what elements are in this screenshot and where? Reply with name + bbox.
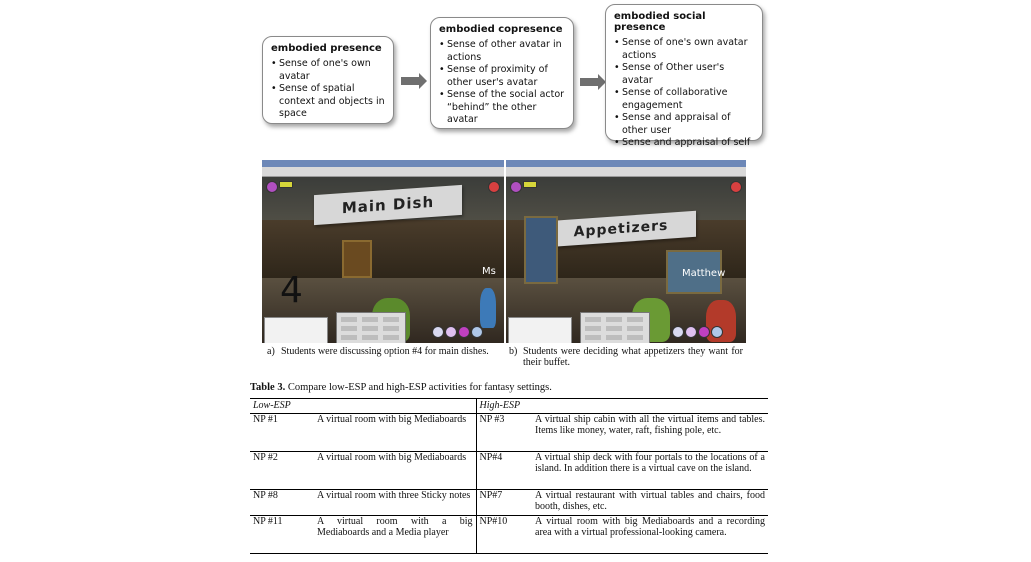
window-titlebar	[506, 160, 746, 167]
box-item: • Sense of one's own avatar	[271, 58, 385, 83]
caption-b	[509, 346, 743, 368]
low-desc-cell: A virtual room with a big Mediaboards and a Media player	[314, 515, 476, 553]
box-item: • Sense of other avatar in actions	[439, 39, 565, 64]
table-header	[250, 399, 768, 414]
window-menubar	[262, 167, 504, 177]
table-row	[250, 451, 768, 489]
box-item: • Sense of proximity of other user's avatar	[439, 64, 565, 89]
high-id-cell: NP#7	[476, 489, 532, 515]
caption-text: Students were deciding what appetizers they want for their buffet.	[523, 346, 743, 368]
low-desc-cell: A virtual room with big Mediaboards	[314, 451, 476, 489]
caption-label: b)	[509, 346, 518, 357]
student-avatar	[480, 288, 496, 328]
header-high-esp: High-ESP	[476, 399, 768, 414]
window-menubar	[506, 167, 746, 177]
table-caption-label: Table 3.	[250, 382, 286, 393]
arrow-right-icon	[401, 77, 419, 85]
box-item: • Sense of collaborative engagement	[614, 87, 754, 112]
header-low-esp: Low-ESP	[250, 399, 476, 414]
wall-painting	[342, 240, 372, 278]
low-id-cell: NP #2	[250, 451, 314, 489]
box-title: embodied presence	[271, 43, 382, 54]
chat-panel	[508, 317, 572, 343]
high-id-cell: NP#10	[476, 515, 532, 553]
box-item: • Sense of the social actor “behind” the other avatar	[439, 89, 565, 127]
table-row	[250, 489, 768, 515]
low-desc-cell: A virtual room with big Mediaboards	[314, 413, 476, 451]
table-row	[250, 515, 768, 553]
chat-panel	[264, 317, 328, 343]
high-desc-cell: A virtual ship cabin with all the virtual items and tables. Items like money, water, raft, fishing pole, etc.	[532, 413, 768, 451]
high-desc-cell: A virtual room with big Mediaboards and a recording area with a virtual professional-looking camera.	[532, 515, 768, 553]
high-id-cell: NP#4	[476, 451, 532, 489]
window-titlebar	[262, 160, 504, 167]
appetizers-sign: Appetizers	[546, 211, 696, 247]
high-id-cell: NP #3	[476, 413, 532, 451]
high-desc-cell: A virtual restaurant with virtual tables and chairs, food booth, dishes, etc.	[532, 489, 768, 515]
low-id-cell: NP #11	[250, 515, 314, 553]
arrow-right-icon	[580, 78, 598, 86]
avatar-name-tag: Ms	[482, 266, 496, 277]
table-caption-text: Compare low-ESP and high-ESP activities for fantasy settings.	[285, 382, 552, 393]
mediaboard-panel	[580, 312, 650, 343]
avatar-name-tag: Matthew	[682, 268, 726, 279]
embodied-social-presence-box	[605, 4, 763, 148]
comparison-table	[250, 398, 768, 554]
screenshot-main-dish	[262, 160, 504, 343]
box-title: embodied copresence	[439, 24, 563, 35]
caption-a	[267, 346, 499, 357]
low-id-cell: NP #1	[250, 413, 314, 451]
screenshot-appetizers	[506, 160, 746, 343]
table-caption	[250, 382, 552, 393]
box-item: • Sense of one's own avatar actions	[614, 37, 754, 62]
mediaboard-panel	[336, 312, 406, 343]
low-desc-cell: A virtual room with three Sticky notes	[314, 489, 476, 515]
embodied-presence-box	[262, 36, 394, 124]
table-row	[250, 413, 768, 451]
box-item: • Sense and appraisal of other user	[614, 112, 754, 137]
embodied-copresence-box	[430, 17, 574, 129]
caption-text: Students were discussing option #4 for main dishes.	[281, 346, 489, 357]
high-desc-cell: A virtual ship deck with four portals to the locations of a island. In addition there is a virtual cave on the island.	[532, 451, 768, 489]
low-id-cell: NP #8	[250, 489, 314, 515]
box-item: • Sense of Other user's avatar	[614, 62, 754, 87]
box-item: • Sense and appraisal of self	[614, 137, 754, 150]
caption-label: a)	[267, 346, 275, 357]
option-number: 4	[280, 270, 303, 311]
box-item: • Sense of spatial context and objects in space	[271, 83, 385, 121]
main-dish-sign: Main Dish	[314, 185, 462, 225]
box-title: embodied social presence	[614, 11, 706, 33]
wall-painting	[524, 216, 558, 284]
